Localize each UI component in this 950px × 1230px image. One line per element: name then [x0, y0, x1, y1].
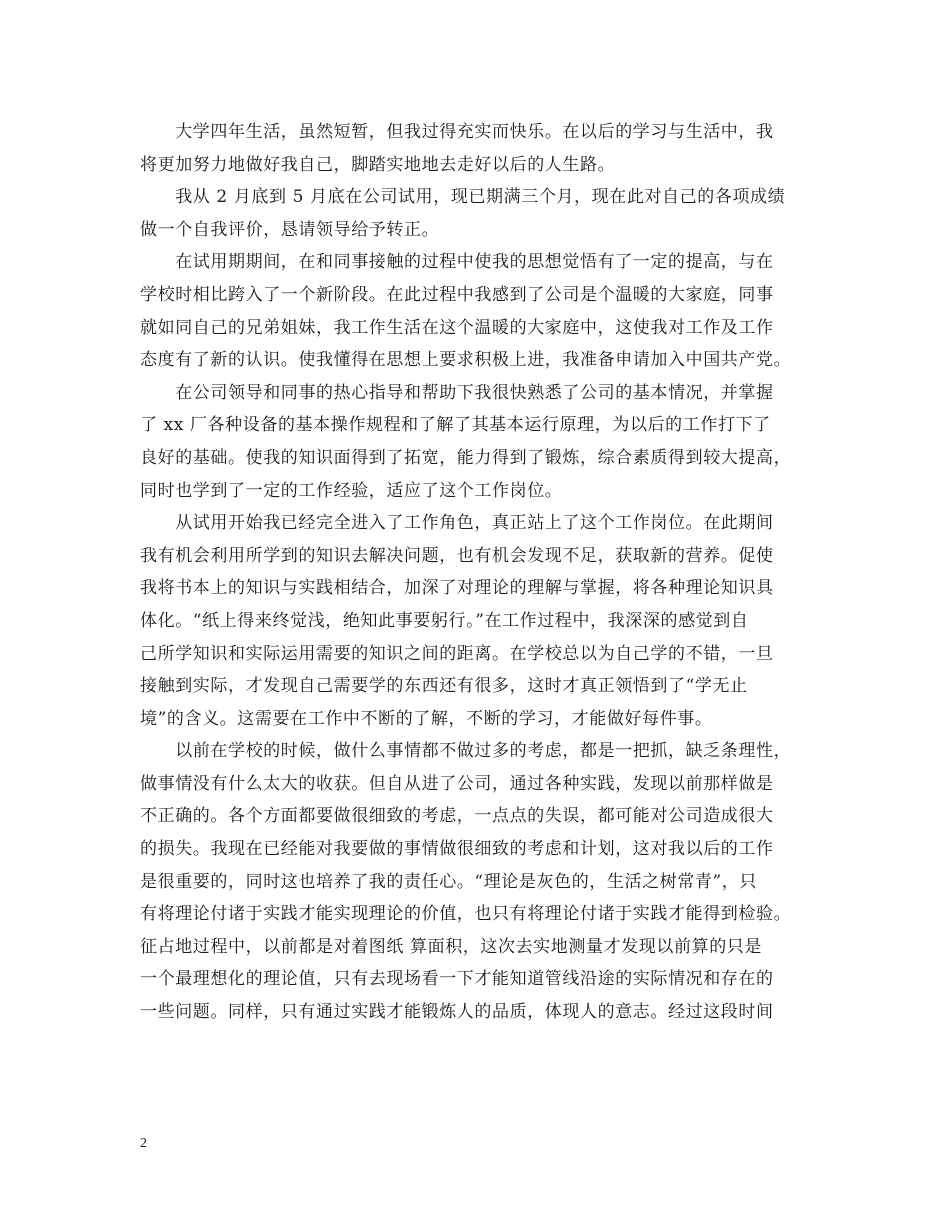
text-line: 我从 2 月底到 5 月底在公司试用，现已期满三个月，现在此对自己的各项成绩 — [140, 187, 786, 208]
text-line: 在公司领导和同事的热心指导和帮助下我很快熟悉了公司的基本情况，并掌握 — [140, 382, 774, 403]
text-line: 己所学知识和实际运用需要的知识之间的距离。在学校总以为自己学的不错，一旦 — [140, 643, 774, 664]
document-body — [140, 116, 824, 1029]
text-line: 做事情没有什么太大的收获。但自从进了公司，通过各种实践，发现以前那样做是 — [140, 773, 774, 794]
text-line: 有将理论付诸于实践才能实现理论的价值，也只有将理论付诸于实践才能得到检验。 — [140, 904, 792, 925]
page-number: 2 — [140, 1136, 147, 1151]
text-line: 征占地过程中，以前都是对着图纸 算面积，这次去实地测量才发现以前算的只是 — [140, 936, 763, 957]
text-line: 我有机会利用所学到的知识去解决问题，也有机会发现不足，获取新的营养。促使 — [140, 545, 774, 566]
text-line: 学校时相比跨入了一个新阶段。在此过程中我感到了公司是个温暖的大家庭，同事 — [140, 284, 774, 305]
text-line: 就如同自己的兄弟姐妹，我工作生活在这个温暖的大家庭中，这使我对工作及工作 — [140, 317, 774, 338]
text-line: 一些问题。同样，只有通过实践才能锻炼人的品质，体现人的意志。经过这段时间 — [140, 1002, 774, 1023]
text-line: 境”的含义。这需要在工作中不断的了解，不断的学习，才能做好每件事。 — [140, 708, 713, 729]
text-line: 以前在学校的时候，做什么事情都不做过多的考虑，都是一把抓，缺乏条理性， — [140, 741, 792, 762]
text-line: 从试用开始我已经完全进入了工作角色，真正站上了这个工作岗位。在此期间 — [140, 513, 774, 534]
text-line: 是很重要的，同时这也培养了我的责任心。“理论是灰色的，生活之树常青”，只 — [140, 871, 757, 892]
text-line: 不正确的。各个方面都要做很细致的考虑，一点点的失误，都可能对公司造成很大 — [140, 806, 774, 827]
text-line: 在试用期期间，在和同事接触的过程中使我的思想觉悟有了一定的提高，与在 — [140, 252, 774, 273]
text-line: 了 xx 厂各种设备的基本操作规程和了解了其基本运行原理，为以后的工作打下了 — [140, 415, 771, 436]
text-line: 同时也学到了一定的工作经验，适应了这个工作岗位。 — [140, 480, 563, 501]
text-line: 将更加努力地做好我自己，脚踏实地地去走好以后的人生路。 — [140, 154, 616, 175]
text-line: 体化。“纸上得来终觉浅，绝知此事要躬行。”在工作过程中，我深深的感觉到自 — [140, 610, 749, 631]
text-line: 我将书本上的知识与实践相结合，加深了对理论的理解与掌握，将各种理论知识具 — [140, 578, 774, 599]
text-line: 做一个自我评价，恳请领导给予转正。 — [140, 219, 440, 240]
text-line: 良好的基础。使我的知识面得到了拓宽，能力得到了锻炼，综合素质得到较大提高， — [140, 447, 792, 468]
text-line: 一个最理想化的理论值，只有去现场看一下才能知道管线沿途的实际情况和存在的 — [140, 969, 774, 990]
text-line: 接触到实际，才发现自己需要学的东西还有很多，这时才真正领悟到了“学无止 — [140, 676, 748, 697]
text-line: 态度有了新的认识。使我懂得在思想上要求积极上进，我准备申请加入中国共产党。 — [140, 350, 792, 371]
text-line: 的损失。我现在已经能对我要做的事情做很细致的考虑和计划，这对我以后的工作 — [140, 839, 774, 860]
text-line: 大学四年生活，虽然短暂，但我过得充实而快乐。在以后的学习与生活中，我 — [140, 122, 774, 142]
